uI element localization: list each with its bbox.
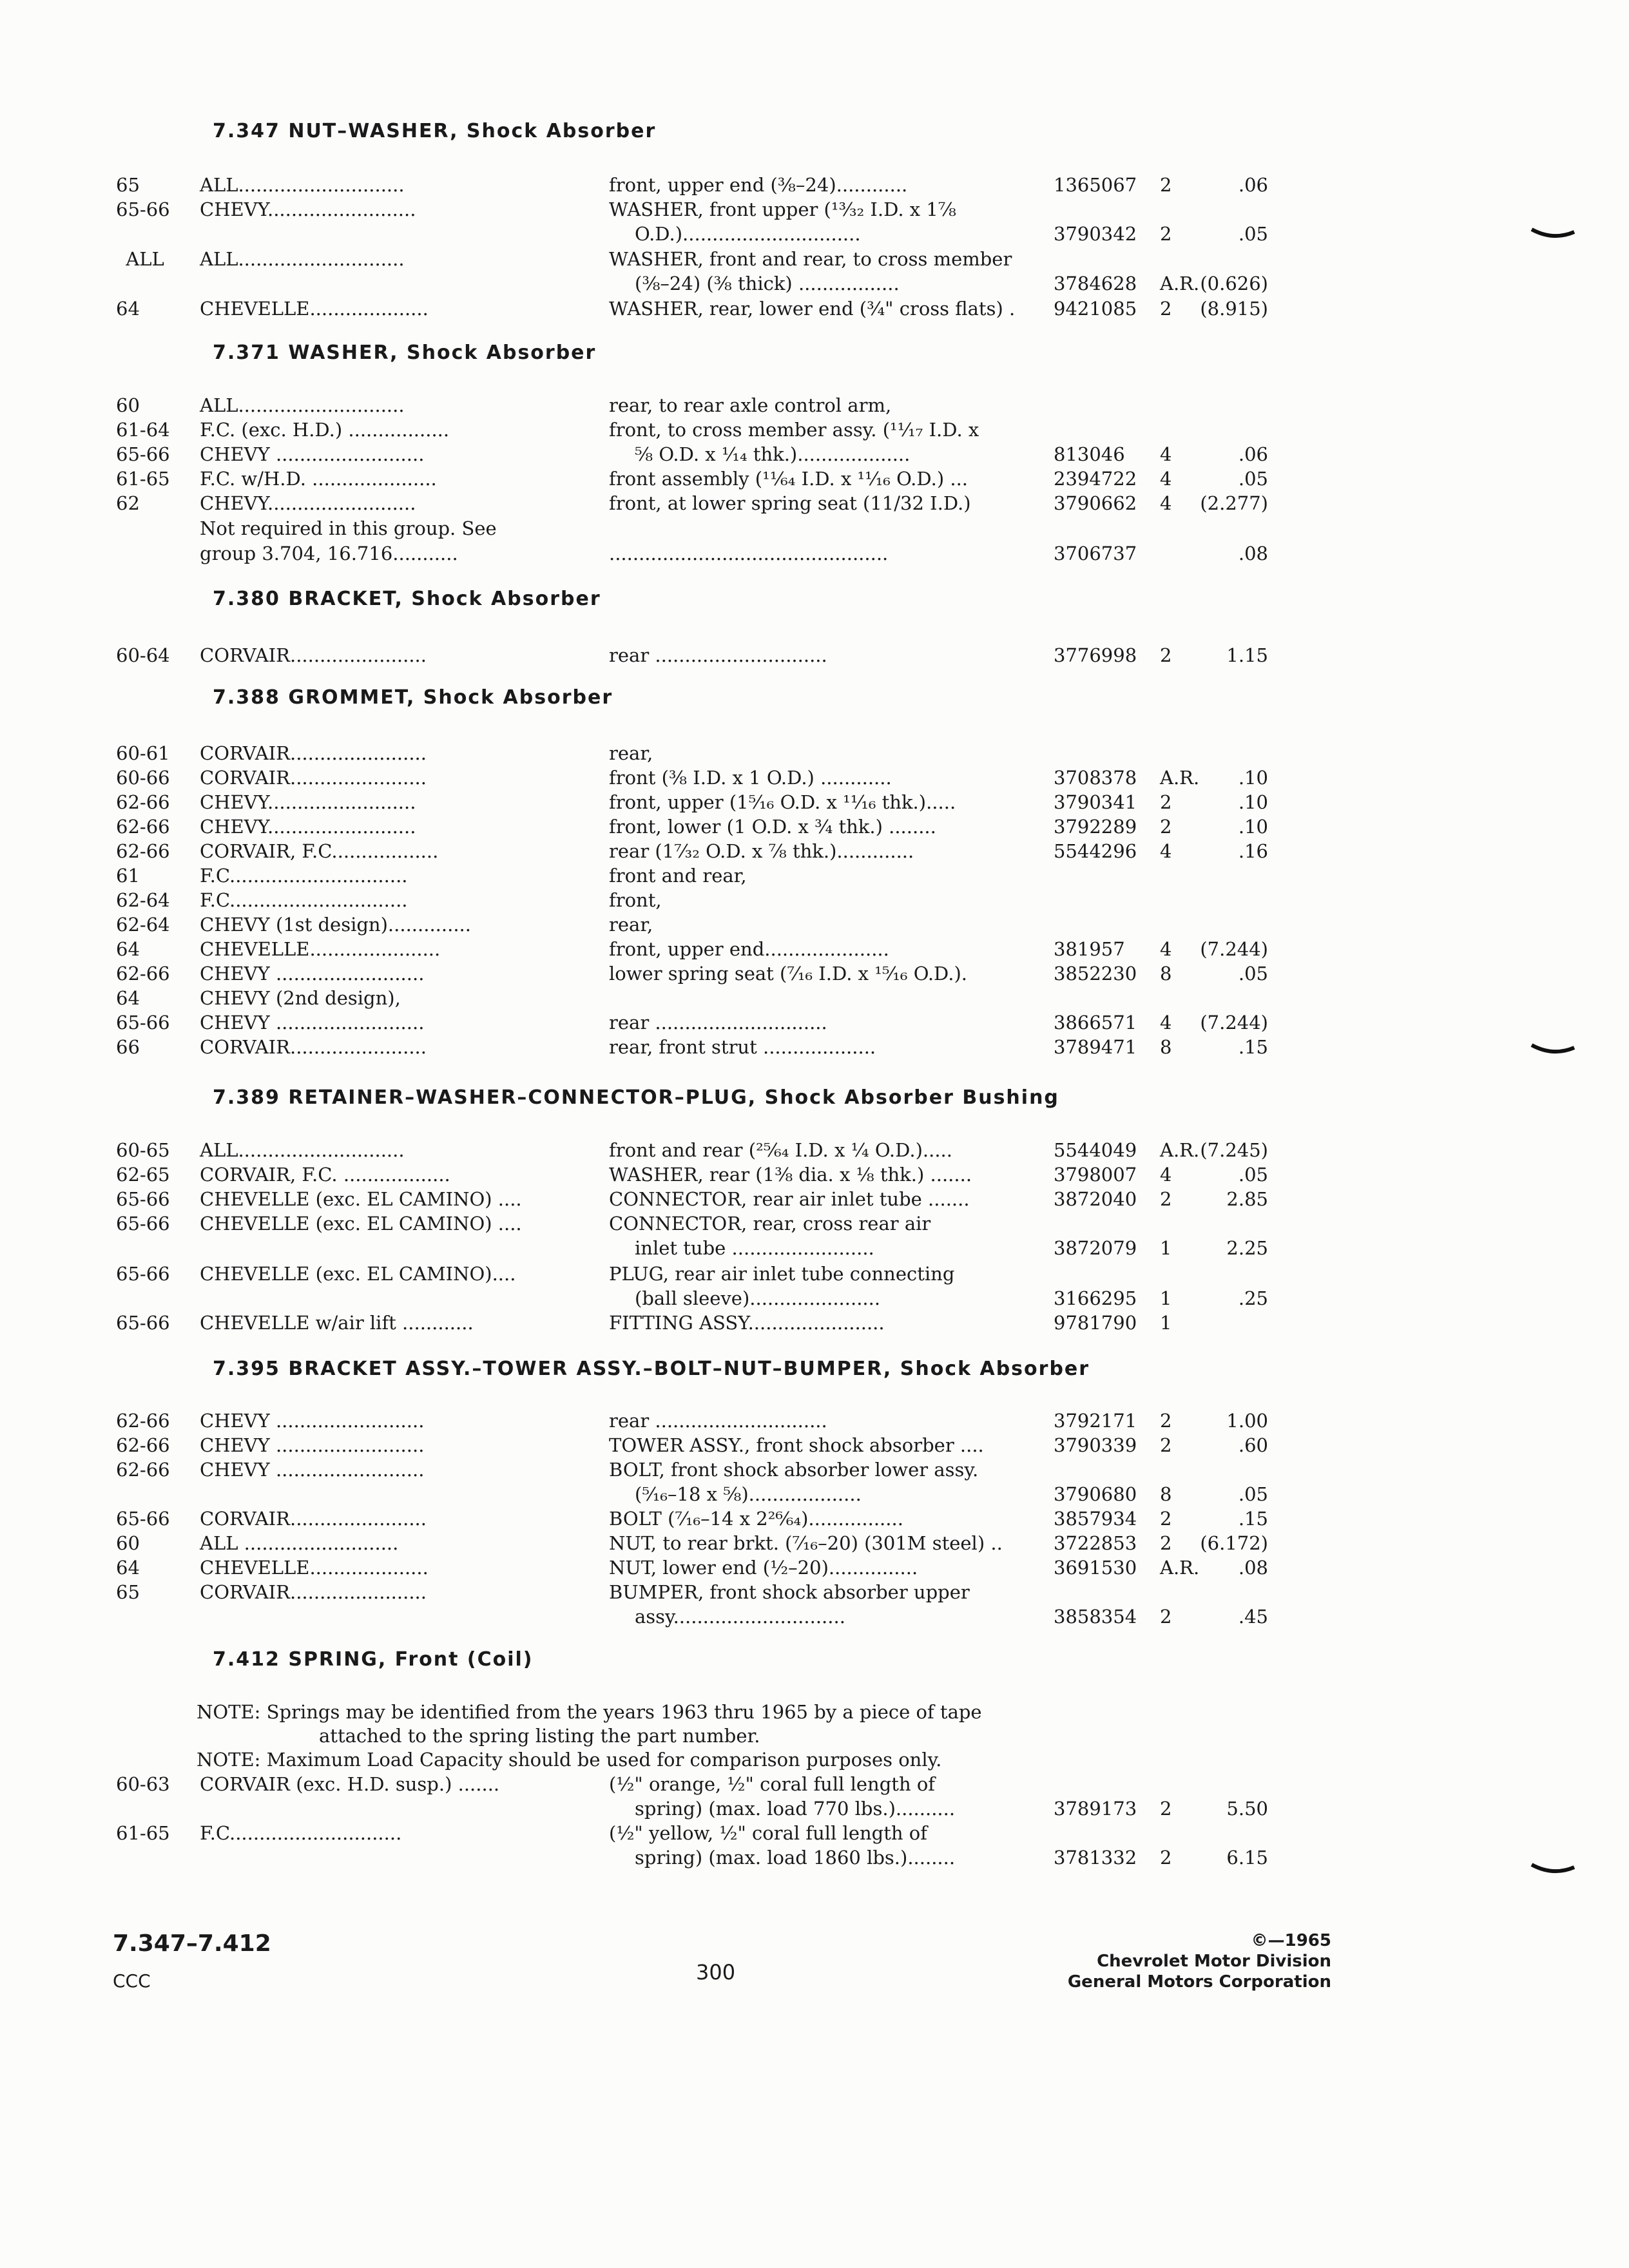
table-row	[0, 938, 1629, 963]
row-part-number: 3790680	[1054, 1483, 1137, 1505]
row-description: spring) (max. load 1860 lbs.)........	[635, 1847, 956, 1869]
row-model: CHEVY .........................	[200, 1410, 425, 1432]
table-row	[0, 443, 1629, 468]
row-part-number: 3790341	[1054, 791, 1137, 813]
row-model: group 3.704, 16.716...........	[200, 543, 458, 564]
row-year: ALL	[126, 248, 164, 270]
row-model: CHEVY (2nd design),	[200, 987, 401, 1009]
row-year: 65-66	[116, 198, 170, 220]
row-quantity: A.R.	[1160, 1557, 1200, 1579]
row-model: CHEVELLE w/air lift ............	[200, 1312, 474, 1334]
row-year: 65-66	[116, 1312, 170, 1334]
note-spring-identification: NOTE: Springs may be identified from the years 1963 thru 1965 by a piece of tape	[197, 1701, 982, 1723]
row-model: CORVAIR.......................	[200, 1036, 427, 1058]
row-part-number: 5544296	[1054, 840, 1137, 862]
row-model: ALL............................	[200, 394, 405, 416]
row-year: 64	[116, 938, 140, 960]
row-model: CHEVELLE (exc. EL CAMINO) ....	[200, 1213, 522, 1235]
table-row	[0, 791, 1629, 816]
row-year: 60-61	[116, 742, 170, 764]
row-model: ALL............................	[200, 1139, 405, 1161]
row-model: F.C..............................	[200, 889, 408, 911]
table-row	[0, 1822, 1629, 1847]
row-part-number: 2394722	[1054, 468, 1137, 490]
table-row	[0, 914, 1629, 938]
row-price: (7.245)	[1200, 1139, 1268, 1161]
row-quantity: 1	[1160, 1312, 1172, 1334]
row-description: rear, front strut ...................	[609, 1036, 876, 1058]
row-description: front, at lower spring seat (11/32 I.D.)	[609, 492, 971, 514]
table-row	[0, 1287, 1629, 1312]
row-description: front (⅜ I.D. x 1 O.D.) ............	[609, 767, 892, 789]
row-part-number: 9781790	[1054, 1312, 1137, 1334]
row-price: .15	[1238, 1508, 1268, 1530]
row-price: .05	[1238, 1164, 1268, 1186]
row-year: 60-63	[116, 1773, 170, 1795]
row-description: BOLT, front shock absorber lower assy.	[609, 1459, 979, 1481]
table-row	[0, 198, 1629, 223]
row-description: PLUG, rear air inlet tube connecting	[609, 1263, 955, 1285]
row-quantity: 2	[1160, 644, 1172, 666]
footer-group-range: 7.347–7.412	[113, 1930, 271, 1957]
row-year: 62-64	[116, 914, 170, 936]
table-row	[0, 248, 1629, 273]
row-description: BUMPER, front shock absorber upper	[609, 1581, 970, 1603]
row-description: lower spring seat (⁷⁄₁₆ I.D. x ¹⁵⁄₁₆ O.D.).	[609, 963, 968, 985]
row-description: front, lower (1 O.D. x ¾ thk.) ........	[609, 816, 936, 838]
row-part-number: 3798007	[1054, 1164, 1137, 1186]
table-row	[0, 1847, 1629, 1871]
row-quantity: 4	[1160, 443, 1172, 465]
table-row	[0, 963, 1629, 987]
row-quantity: 1	[1160, 1287, 1172, 1309]
row-price: .05	[1238, 468, 1268, 490]
row-quantity: 1	[1160, 1237, 1172, 1259]
row-model: CORVAIR (exc. H.D. susp.) .......	[200, 1773, 500, 1795]
table-row	[0, 174, 1629, 198]
row-model: CORVAIR, F.C. ..................	[200, 1164, 450, 1186]
row-quantity: 4	[1160, 938, 1172, 960]
row-year: 61-65	[116, 1822, 170, 1844]
table-row	[0, 1581, 1629, 1606]
row-quantity: 2	[1160, 1798, 1172, 1820]
row-description: NUT, to rear brkt. (⁷⁄₁₆–20) (301M steel) ..	[609, 1532, 1003, 1554]
row-part-number: 5544049	[1054, 1139, 1137, 1161]
row-model: CORVAIR.......................	[200, 644, 427, 666]
row-description: (½" orange, ½" coral full length of	[609, 1773, 936, 1795]
row-year: 65	[116, 1581, 140, 1603]
row-model: CORVAIR.......................	[200, 767, 427, 789]
row-part-number: 3781332	[1054, 1847, 1137, 1869]
row-description: CONNECTOR, rear air inlet tube .......	[609, 1188, 970, 1210]
row-quantity: 2	[1160, 1847, 1172, 1869]
row-year: 62-66	[116, 1459, 170, 1481]
row-part-number: 3852230	[1054, 963, 1137, 985]
row-description: inlet tube ........................	[635, 1237, 874, 1259]
table-row	[0, 543, 1629, 567]
row-year: 60-66	[116, 767, 170, 789]
section-heading-7-347: 7.347 NUT–WASHER, Shock Absorber	[213, 120, 657, 142]
row-part-number: 3790662	[1054, 492, 1137, 514]
table-row	[0, 1312, 1629, 1336]
row-description: front and rear,	[609, 865, 747, 887]
table-row	[0, 273, 1629, 297]
row-price: .60	[1238, 1434, 1268, 1456]
row-part-number: 3166295	[1054, 1287, 1137, 1309]
row-part-number: 3776998	[1054, 644, 1137, 666]
table-row	[0, 1459, 1629, 1483]
row-year: 64	[116, 298, 140, 320]
row-part-number: 9421085	[1054, 298, 1137, 320]
footer-code: CCC	[113, 1970, 151, 1992]
table-row	[0, 1434, 1629, 1459]
table-row	[0, 889, 1629, 914]
row-model: CHEVY.........................	[200, 492, 416, 514]
row-description: front, to cross member assy. (¹¹⁄₁₇ I.D. x	[609, 419, 979, 441]
row-price: (8.915)	[1200, 298, 1268, 320]
row-model: Not required in this group. See	[200, 517, 497, 539]
row-price: (7.244)	[1200, 1012, 1268, 1033]
row-part-number: 3872040	[1054, 1188, 1137, 1210]
section-heading-7-380: 7.380 BRACKET, Shock Absorber	[213, 588, 601, 610]
row-model: CORVAIR, F.C..................	[200, 840, 439, 862]
row-year: 65-66	[116, 1188, 170, 1210]
row-year: 60	[116, 1532, 140, 1554]
row-year: 62-66	[116, 1410, 170, 1432]
row-quantity: 2	[1160, 791, 1172, 813]
row-quantity: 2	[1160, 174, 1172, 196]
footer-corporation: General Motors Corporation	[1067, 1972, 1331, 1992]
row-description: WASHER, rear (1⅜ dia. x ⅛ thk.) .......	[609, 1164, 972, 1186]
row-description: BOLT (⁷⁄₁₆–14 x 2²⁶⁄₆₄)................	[609, 1508, 903, 1530]
table-row	[0, 1012, 1629, 1036]
row-description: front, upper end.....................	[609, 938, 889, 960]
row-year: 62-66	[116, 840, 170, 862]
note-load-capacity: NOTE: Maximum Load Capacity should be used for comparison purposes only.	[197, 1749, 942, 1771]
row-price: .25	[1238, 1287, 1268, 1309]
row-description: rear, to rear axle control arm,	[609, 394, 892, 416]
row-part-number: 3872079	[1054, 1237, 1137, 1259]
table-row	[0, 1213, 1629, 1237]
row-model: CHEVY.........................	[200, 791, 416, 813]
row-model: F.C. (exc. H.D.) .................	[200, 419, 450, 441]
row-quantity: 8	[1160, 963, 1172, 985]
row-model: F.C. w/H.D. .....................	[200, 468, 437, 490]
row-model: ALL ..........................	[200, 1532, 399, 1554]
row-model: CHEVY .........................	[200, 963, 425, 985]
row-year: 62-66	[116, 1434, 170, 1456]
row-description: front assembly (¹¹⁄₆₄ I.D. x ¹¹⁄₁₆ O.D.) ...	[609, 468, 969, 490]
table-row	[0, 742, 1629, 767]
table-row	[0, 1606, 1629, 1630]
section-heading-7-389: 7.389 RETAINER–WASHER–CONNECTOR–PLUG, Shock Absorber Bushing	[213, 1086, 1059, 1109]
row-description: (⁵⁄₁₆–18 x ⅝)...................	[635, 1483, 862, 1505]
row-model: CHEVY.........................	[200, 816, 416, 838]
row-year: 65-66	[116, 1213, 170, 1235]
row-year: 62-64	[116, 889, 170, 911]
row-year: 65-66	[116, 1263, 170, 1285]
row-price: .08	[1238, 1557, 1268, 1579]
row-price: 2.25	[1226, 1237, 1268, 1259]
row-model: ALL............................	[200, 248, 405, 270]
row-quantity: 4	[1160, 468, 1172, 490]
table-row	[0, 840, 1629, 865]
row-description: rear,	[609, 914, 653, 936]
row-year: 62-66	[116, 791, 170, 813]
row-quantity: 8	[1160, 1483, 1172, 1505]
row-price: (6.172)	[1200, 1532, 1268, 1554]
table-row	[0, 298, 1629, 322]
row-part-number: 813046	[1054, 443, 1125, 465]
row-model: CORVAIR.......................	[200, 742, 427, 764]
section-heading-7-412: 7.412 SPRING, Front (Coil)	[213, 1648, 534, 1671]
row-part-number: 3722853	[1054, 1532, 1137, 1554]
table-row	[0, 223, 1629, 247]
row-part-number: 3792289	[1054, 816, 1137, 838]
row-description: (½" yellow, ½" coral full length of	[609, 1822, 927, 1844]
row-year: 65-66	[116, 1012, 170, 1033]
row-part-number: 3792171	[1054, 1410, 1137, 1432]
table-row	[0, 419, 1629, 443]
row-price: .06	[1238, 174, 1268, 196]
row-description: rear,	[609, 742, 653, 764]
row-quantity: 2	[1160, 298, 1172, 320]
row-year: 60	[116, 394, 140, 416]
row-model: CHEVY .........................	[200, 1459, 425, 1481]
row-quantity: 2	[1160, 1434, 1172, 1456]
row-model: CHEVELLE......................	[200, 938, 441, 960]
table-row	[0, 1139, 1629, 1164]
row-model: CORVAIR.......................	[200, 1581, 427, 1603]
row-description: rear .............................	[609, 644, 827, 666]
row-year: 62-65	[116, 1164, 170, 1186]
row-description: NUT, lower end (½–20)...............	[609, 1557, 918, 1579]
row-part-number: 3691530	[1054, 1557, 1137, 1579]
table-row	[0, 865, 1629, 889]
row-year: 64	[116, 987, 140, 1009]
row-model: F.C.............................	[200, 1822, 402, 1844]
row-model: CHEVY .........................	[200, 443, 425, 465]
section-heading-7-388: 7.388 GROMMET, Shock Absorber	[213, 686, 613, 709]
row-description: (⅜–24) (⅜ thick) .................	[635, 273, 900, 294]
row-year: 61-65	[116, 468, 170, 490]
row-description: rear .............................	[609, 1410, 827, 1432]
row-description: WASHER, front upper (¹³⁄₃₂ I.D. x 1⅞	[609, 198, 956, 220]
section-heading-7-371: 7.371 WASHER, Shock Absorber	[213, 341, 597, 364]
row-part-number: 3708378	[1054, 767, 1137, 789]
row-price: 1.00	[1226, 1410, 1268, 1432]
row-description: CONNECTOR, rear, cross rear air	[609, 1213, 931, 1235]
row-part-number: 3784628	[1054, 273, 1137, 294]
row-year: 62-66	[116, 963, 170, 985]
row-quantity: 2	[1160, 1188, 1172, 1210]
table-row	[0, 1798, 1629, 1822]
row-price: (0.626)	[1200, 273, 1268, 294]
row-description: front and rear (²⁵⁄₆₄ I.D. x ¼ O.D.).....	[609, 1139, 952, 1161]
row-year: 62	[116, 492, 140, 514]
row-quantity: 4	[1160, 1164, 1172, 1186]
row-model: CORVAIR.......................	[200, 1508, 427, 1530]
table-row	[0, 492, 1629, 517]
row-year: 61-64	[116, 419, 170, 441]
row-price: .16	[1238, 840, 1268, 862]
row-quantity: 4	[1160, 492, 1172, 514]
table-row	[0, 1532, 1629, 1557]
row-year: 61	[116, 865, 140, 887]
row-part-number: 3790339	[1054, 1434, 1137, 1456]
row-part-number: 3858354	[1054, 1606, 1137, 1628]
row-description: front,	[609, 889, 662, 911]
row-price: .05	[1238, 223, 1268, 245]
table-row	[0, 1237, 1629, 1262]
row-quantity: 2	[1160, 1532, 1172, 1554]
row-model: CHEVY .........................	[200, 1012, 425, 1033]
row-part-number: 1365067	[1054, 174, 1137, 196]
row-quantity: 4	[1160, 1012, 1172, 1033]
row-description: TOWER ASSY., front shock absorber ....	[609, 1434, 984, 1456]
row-model: CHEVELLE (exc. EL CAMINO) ....	[200, 1188, 522, 1210]
table-row	[0, 767, 1629, 791]
row-price: (2.277)	[1200, 492, 1268, 514]
row-description: spring) (max. load 770 lbs.)..........	[635, 1798, 956, 1820]
table-row	[0, 1410, 1629, 1434]
row-price: .06	[1238, 443, 1268, 465]
table-row	[0, 1188, 1629, 1213]
row-year: 60-65	[116, 1139, 170, 1161]
table-row	[0, 1164, 1629, 1188]
row-part-number: 381957	[1054, 938, 1125, 960]
row-description: rear (1⁷⁄₃₂ O.D. x ⅞ thk.).............	[609, 840, 914, 862]
row-description: assy.............................	[635, 1606, 845, 1628]
note-spring-identification-cont: attached to the spring listing the part number.	[319, 1725, 760, 1747]
table-row	[0, 1773, 1629, 1798]
row-part-number: 3790342	[1054, 223, 1137, 245]
row-model: CHEVY.........................	[200, 198, 416, 220]
row-description: WASHER, front and rear, to cross member	[609, 248, 1012, 270]
table-row	[0, 1483, 1629, 1508]
row-year: 62-66	[116, 816, 170, 838]
row-quantity: 2	[1160, 1606, 1172, 1628]
table-row	[0, 644, 1629, 669]
row-price: .15	[1238, 1036, 1268, 1058]
row-price: .10	[1238, 767, 1268, 789]
row-year: 65-66	[116, 1508, 170, 1530]
row-part-number: 3857934	[1054, 1508, 1137, 1530]
row-quantity: 2	[1160, 223, 1172, 245]
row-model: CHEVY (1st design)..............	[200, 914, 471, 936]
row-quantity: A.R.	[1160, 273, 1200, 294]
row-model: CHEVY .........................	[200, 1434, 425, 1456]
row-part-number: 3789173	[1054, 1798, 1137, 1820]
table-row	[0, 1557, 1629, 1581]
table-row	[0, 1263, 1629, 1287]
row-year: 65	[116, 174, 140, 196]
footer-copyright: ©—1965	[1251, 1931, 1331, 1950]
row-description: FITTING ASSY.......................	[609, 1312, 885, 1334]
row-year: 60-64	[116, 644, 170, 666]
row-price: .45	[1238, 1606, 1268, 1628]
row-model: CHEVELLE (exc. EL CAMINO)....	[200, 1263, 516, 1285]
table-row	[0, 1036, 1629, 1061]
row-model: CHEVELLE....................	[200, 298, 429, 320]
table-row	[0, 517, 1629, 542]
row-part-number: 3866571	[1054, 1012, 1137, 1033]
row-quantity: 2	[1160, 1410, 1172, 1432]
row-price: .10	[1238, 816, 1268, 838]
row-quantity: A.R.	[1160, 767, 1200, 789]
row-price: 1.15	[1226, 644, 1268, 666]
row-description: ⅝ O.D. x ¹⁄₁₄ thk.)...................	[635, 443, 911, 465]
row-description: front, upper (1⁵⁄₁₆ O.D. x ¹¹⁄₁₆ thk.).....	[609, 791, 956, 813]
row-part-number: 3706737	[1054, 543, 1137, 564]
row-model: CHEVELLE....................	[200, 1557, 429, 1579]
row-description: (ball sleeve)......................	[635, 1287, 881, 1309]
table-row	[0, 394, 1629, 419]
row-description: front, upper end (⅜–24)............	[609, 174, 908, 196]
row-quantity: 8	[1160, 1036, 1172, 1058]
row-price: .05	[1238, 1483, 1268, 1505]
row-description: rear .............................	[609, 1012, 827, 1033]
row-price: 2.85	[1226, 1188, 1268, 1210]
row-description: O.D.)..............................	[635, 223, 861, 245]
row-price: (7.244)	[1200, 938, 1268, 960]
row-model: ALL............................	[200, 174, 405, 196]
row-year: 64	[116, 1557, 140, 1579]
row-price: .08	[1238, 543, 1268, 564]
table-row	[0, 468, 1629, 492]
row-part-number: 3789471	[1054, 1036, 1137, 1058]
row-model: F.C..............................	[200, 865, 408, 887]
row-price: .05	[1238, 963, 1268, 985]
table-row	[0, 816, 1629, 840]
footer-division: Chevrolet Motor Division	[1097, 1952, 1331, 1971]
row-quantity: 2	[1160, 1508, 1172, 1530]
row-description: WASHER, rear, lower end (¾" cross flats) .	[609, 298, 1016, 320]
row-price: 5.50	[1226, 1798, 1268, 1820]
row-year: 66	[116, 1036, 140, 1058]
section-heading-7-395: 7.395 BRACKET ASSY.–TOWER ASSY.–BOLT–NUT–BUMPER, Shock Absorber	[213, 1358, 1090, 1380]
table-row	[0, 1508, 1629, 1532]
row-year: 65-66	[116, 443, 170, 465]
page-number: 300	[696, 1960, 736, 1984]
row-quantity: A.R.	[1160, 1139, 1200, 1161]
row-price: .10	[1238, 791, 1268, 813]
row-description: ...............................................	[609, 543, 889, 564]
row-quantity: 4	[1160, 840, 1172, 862]
row-quantity: 2	[1160, 816, 1172, 838]
table-row	[0, 987, 1629, 1012]
row-price: 6.15	[1226, 1847, 1268, 1869]
